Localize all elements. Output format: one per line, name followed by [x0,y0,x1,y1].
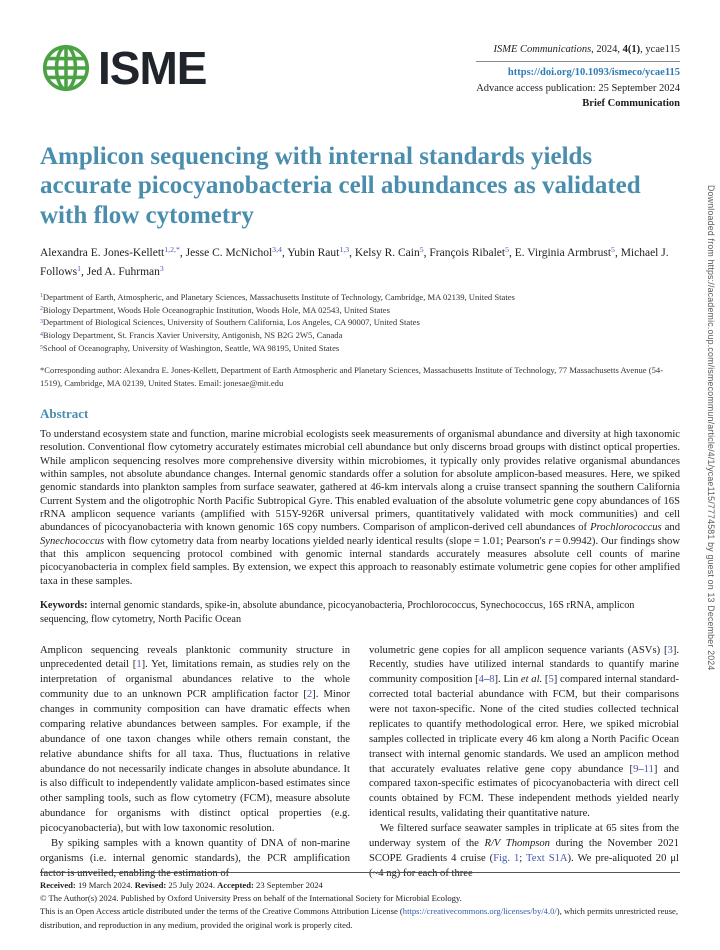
text-segment: ), which permits unrestricted reuse, distribution, and reproduction in any medium, provided the original work is properly cited. [40,906,679,930]
affiliation-marker: 1 [40,293,43,300]
text-segment: and [661,522,680,534]
author-affiliation-superscript: 5 [419,245,424,255]
author-affiliation-superscript: 1 [77,264,81,274]
keywords-line [40,599,680,627]
inline-reference-link[interactable]: 2 [306,689,313,701]
text-segment: Revised: [134,879,167,890]
text-segment: ]. Minor changes in community composition can have dramatic effects when comparing relative abundances between samples. For example, if the abundance of one taxon changes while others remain constant, the relative abundance shifts for all taxa. Thus, fluctuations in relative abundance do not necessarily indicate changes in absolute abundance. It is also difficult to independently validate amplicon-based estimates since other sampling tools, such as flow cytometry (FCM), measure absolute abundance for organisms with distinct optical properties (e.g. picocyanobacteria), but with low taxonomic resolution. [40,689,350,835]
text-segment: Prochlorococcus [590,522,662,534]
affiliation-marker: 4 [40,331,43,338]
abstract-heading: Abstract [40,405,89,421]
text-segment: ]. Yet, limitations remain, as studies rely on the interpretation of organismal abundances relative to the whole community due to an unknown PCR amplification factor [ [40,659,350,701]
received-revised-accepted [40,879,680,892]
text-segment: ISME Communications [493,44,592,55]
affiliations [40,291,680,355]
text-segment: ). We pre-aliquoted 20 μl (~4 ng) for each of three [369,852,679,879]
body-column-left [40,644,350,882]
author-affiliation-superscript: 3,4 [272,245,282,255]
affiliation-text: Biology Department, St. Francis Xavier University, Antigonish, NS B2G 2W5, Canada [42,330,343,341]
body-column-right [369,644,679,882]
body-paragraph [369,644,679,823]
license-line [40,905,680,932]
download-provenance-note: Downloaded from https://academic.oup.com/ismecommun/article/4/1/ycae115/7774581 by guest on 13 December 2024 [706,185,716,671]
text-segment: volumetric gene copies for all amplicon sequence variants (ASVs) [ [369,644,668,656]
affiliation-text: Biology Department, Woods Hole Oceanographic Institution, Woods Hole, MA 02543, United States [42,304,390,315]
page-footer [40,872,680,932]
article-type-label: Brief Communication [582,98,680,110]
page-header [40,42,680,112]
text-segment: Amplicon sequencing reveals planktonic community structure in unprecedented detail [ [40,644,350,671]
text-segment: 4(1) [622,44,641,55]
author-affiliation-superscript: 3 [159,264,164,274]
text-segment: [ [542,674,549,686]
author-affiliation-superscript: 1,3 [339,245,350,255]
author-list [40,244,680,282]
inline-reference-link[interactable]: 9 [633,763,639,775]
hyperlink[interactable]: https://creativecommons.org/licenses/by/4.0/ [402,906,557,917]
text-segment: Received: [40,879,76,890]
text-segment: during the November 2021 SCOPE Gradients 4 cruise ( [369,837,679,864]
inline-reference-link[interactable]: Fig. 1 [493,852,520,864]
isme-globe-icon [40,42,92,94]
text-segment: r [548,535,553,547]
text-segment: To understand ecosystem state and function, marine microbial ecologists seek measurements of organismal abundance and diversity at high taxonomic resolution. Conventional flow cytometry accurately estimates microbial cell abundance but only discerns broad groups with distinct optical properties. While amplicon sequencing resolves more comprehensive diversity within microbiomes, it typically only provides relative organismal abundances within samples, not absolute abundance changes. Internal genomic standards offer a solution for absolute amplicon-based measures. Here, we spiked genomic standards into plankton samples from surface seawater, gathered at 46-km intervals along a cruise transect spanning the southern California Current System and the oligotrophic North Pacific Subtropical Gyre. This enabled evaluation of the absolute volumetric gene copy abundances of 16S rRNA amplicon sequence variants (amplified with 515Y-926R universal primers, quantitatively validated with mock communities) and cell abundances of picocyanobacteria with known genomic 16S copy numbers. Comparison of amplicon-derived cell abundances of [40,428,680,534]
text-segment: ] compared internal standard-corrected total bacterial abundance with FCM, but their comparisons were not taxon-specific. None of the cited studies collected technical replicates to quantify methodological error. Here, we spiked microbial samples collected in triplicate every 46 km along a North Pacific Ocean transect with internal genomic standards. We used an amplicon method that accurately evaluates relative gene copy abundance [ [369,674,679,775]
author-affiliation-superscript: 1,2,* [164,245,180,255]
keywords-label: Keywords: [40,600,88,612]
affiliation-row [40,304,680,317]
advance-access-note: Advance access publication: 25 September 2024 [476,82,680,94]
copyright-line: © The Author(s) 2024. Published by Oxford University Press on behalf of the International Society for Microbial Ecology. [40,893,462,904]
inline-reference-link[interactable]: Text S1A [526,852,568,864]
text-segment: ]. Lin [494,674,521,686]
keywords-text: internal genomic standards, spike-in, absolute abundance, picocyanobacteria, Prochlorococcus, Synechococcus, 16S rRNA, amplicon sequencing, flow cytometry, North Pacific Ocean [40,600,635,625]
inline-reference-link[interactable]: 5 [548,674,554,686]
text-segment: , Michael J. Follows [40,246,669,278]
journal-info [476,42,680,112]
footer-divider [40,872,680,873]
body-columns [40,644,680,882]
text-segment: = 0.9942). Our findings show that this amplicon sequencing protocol combined with genomic internal standards accurately measures absolute cell counts of marine picocyanobacteria in complex field samples. By extension, we expect this approach to reasonably estimate volumetric gene copies for other amplified taxa in these samples. [40,535,680,587]
text-segment: 19 March 2024. [75,879,135,890]
author-affiliation-superscript: 5 [505,245,509,255]
text-segment: Synechococcus [40,535,105,547]
affiliation-row [40,329,680,342]
text-segment: , Kelsy R. Cain [349,246,420,259]
text-segment: , Jed A. Fuhrman [80,265,160,278]
text-segment: , E. Virginia Armbrust [508,246,612,259]
corresponding-author-note: *Corresponding author: Alexandra E. Jones-Kellett, Department of Earth Atmospheric and Planetary Sciences, Massachusetts Institute of Technology, 77 Massachusetts Avenue (54-1519), Cambridge, MA 02139, United States. Email: jonesae@mit.edu [40,365,664,389]
affiliation-text: School of Oceanography, University of Washington, Seattle, WA 98195, United States [42,343,340,354]
affiliation-row [40,316,680,329]
text-segment: Accepted: [217,879,254,890]
body-paragraph [40,644,350,837]
text-segment: – [638,763,644,775]
affiliation-marker: 3 [40,318,43,325]
text-segment: ] and compared taxon-specific estimates of picocyanobacteria with direct cell counts obtained by FCM. These independent methods yielded nearly identical results, validating their quantitative nature. [369,763,679,820]
isme-logo [40,42,206,94]
text-segment: with flow cytometry data from nearby locations yielded nearly identical results (slope = 1.01; Pearson's [104,535,549,547]
inline-reference-link[interactable]: 3 [667,644,673,656]
inline-reference-link[interactable]: 1 [136,659,142,671]
abstract-text [40,428,680,588]
text-segment: R/V Thompson [484,837,550,849]
author-affiliation-superscript: 5 [611,245,615,255]
text-segment: 23 September 2024 [253,879,323,890]
affiliation-row [40,291,680,304]
text-segment: , Yubin Raut [281,246,340,259]
affiliation-marker: 5 [40,344,43,351]
text-segment: , Jesse C. McNichol [179,246,273,259]
footer-text [40,879,680,932]
text-segment: 25 July 2024. [166,879,218,890]
text-segment: We filtered surface seawater samples in triplicate at 65 sites from the underway system of the [369,823,679,849]
text-segment: – [483,674,490,686]
doi-link[interactable]: https://doi.org/10.1093/ismeco/ycae115 [507,66,680,78]
affiliation-text: Department of Earth, Atmospheric, and Planetary Sciences, Massachusetts Institute of Technology, Cambridge, MA 02139, United States [42,291,515,302]
affiliation-text: Department of Biological Sciences, University of Southern California, Los Angeles, CA 90007, United States [42,317,420,328]
affiliation-marker: 2 [40,305,43,312]
text-segment: , ycae115 [640,44,680,55]
affiliation-row [40,342,680,355]
text-segment: , François Ribalet [423,246,506,259]
inline-reference-link[interactable]: 4 [478,674,484,686]
journal-citation [476,42,680,62]
inline-reference-link[interactable]: 8 [489,674,495,686]
isme-logo-text: ISME [98,42,207,94]
text-segment: Alexandra E. Jones-Kellett [40,246,165,259]
article-title: Amplicon sequencing with internal standards yields accurate picocyanobacteria cell abundances as validated with flow cytometry [40,143,641,229]
text-segment: et al. [520,674,543,686]
text-segment: ; [519,852,527,864]
text-segment: This is an Open Access article distributed under the terms of the Creative Commons Attribution License ( [40,906,403,917]
inline-reference-link[interactable]: 11 [643,763,654,775]
text-segment: ]. Recently, studies have utilized internal standards to quantify marine community composition [ [369,644,679,686]
text-segment: By spiking samples with a known quantity of DNA of non-marine organisms (i.e. internal genomic standards), the PCR amplification factor is unveiled, enabling the estimation of [40,837,350,879]
text-segment: , 2024, [591,44,623,55]
